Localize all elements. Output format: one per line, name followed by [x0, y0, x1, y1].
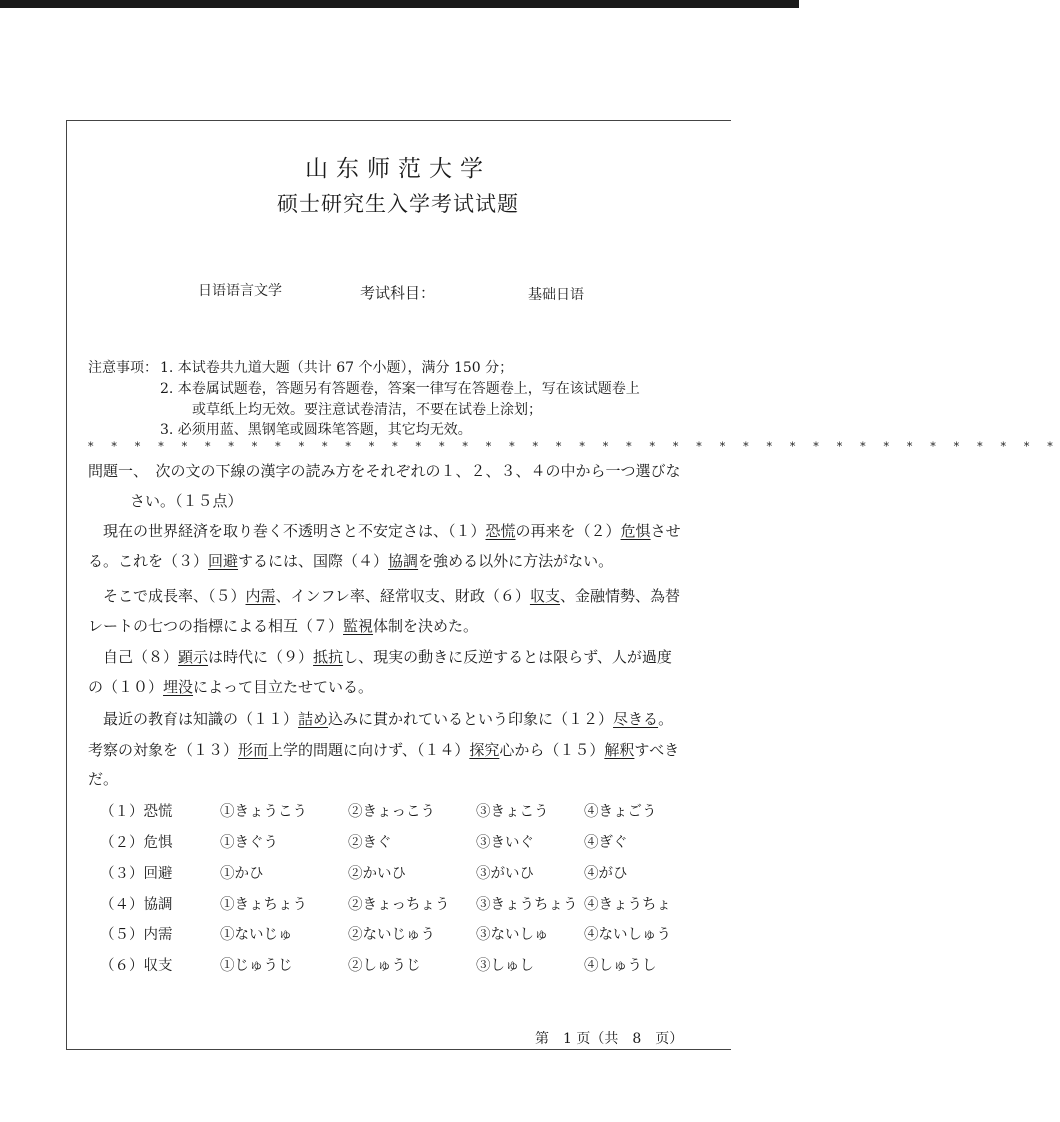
choice-question: （２）危惧: [100, 835, 173, 851]
choice-row-4: [100, 893, 720, 917]
choice-option: ①じゅうじ: [220, 958, 293, 974]
choice-question: （３）回避: [100, 866, 173, 882]
choice-option: ③きょうちょう: [476, 897, 578, 913]
passage-line-3: そこで成長率、（５）内需、インフレ率、経常収支、財政（６）収支、金融情勢、為替: [88, 587, 680, 605]
passage-line-8: 考察の対象を（１３）形而上学的問題に向けず、（１４）探究心から（１５）解釈すべき: [88, 741, 680, 759]
question1-heading: 問題一、 次の文の下線の漢字の読み方をそれぞれの１、２、３、４の中から一つ選びな: [88, 462, 681, 480]
note-item-2: 2. 本卷属试题卷，答题另有答题卷，答案一律写在答题卷上，写在该试题卷上: [160, 381, 640, 397]
choice-row-1: [100, 800, 720, 824]
choice-option: ①きょうこう: [220, 804, 307, 820]
passage-line-9: だ。: [88, 770, 119, 788]
underlined-word: 協調: [388, 552, 419, 570]
choice-option: ①きょちょう: [220, 897, 307, 913]
choice-option: ②しゅうじ: [348, 958, 421, 974]
note-item-1: 1. 本试卷共九道大题（共计 67 个小题），满分 150 分；: [160, 360, 514, 376]
exam-title: 硕士研究生入学考试试题: [277, 192, 519, 216]
underlined-word: 抵抗: [313, 648, 344, 666]
separator-stars: * * * * * * * * * * * * * * * * * * * * * * * * * * * * * * * * * * * * * * * * * *: [88, 440, 1060, 453]
underlined-word: 危惧: [620, 522, 651, 540]
underlined-word: 恐慌: [485, 522, 516, 540]
major-name: 日语语言文学: [198, 283, 282, 299]
note-item-2-cont: 或草纸上均无效。要注意试卷清洁，不要在试卷上涂划；: [192, 402, 542, 418]
choice-option: ③しゅし: [476, 958, 534, 974]
choice-option: ①きぐう: [220, 835, 278, 851]
underlined-word: 解釈: [604, 741, 635, 759]
scan-top-border: [0, 0, 799, 8]
note-item-3: 3. 必须用蓝、黑钢笔或圆珠笔答题，其它均无效。: [160, 422, 472, 438]
university-title: 山东师范大学: [305, 156, 491, 182]
choice-option: ④がひ: [584, 866, 628, 882]
underlined-word: 回避: [208, 552, 239, 570]
underlined-word: 埋没: [163, 678, 194, 696]
choice-option: ①かひ: [220, 866, 264, 882]
choice-question: （６）収支: [100, 958, 173, 974]
underlined-word: 尽きる: [613, 710, 659, 728]
choice-option: ③ないしゅ: [476, 927, 549, 943]
passage-line-4: レートの七つの指標による相互（７）監視体制を決めた。: [88, 617, 479, 635]
choice-row-5: [100, 923, 720, 947]
choice-option: ④きょごう: [584, 804, 657, 820]
underlined-word: 監視: [343, 617, 374, 635]
underlined-word: 内需: [245, 587, 276, 605]
choice-row-2: [100, 831, 720, 855]
subject-label: 考试科目：: [360, 284, 436, 302]
passage-line-5: 自己（８）顕示は時代に（９）抵抗し、現実の動きに反逆するとは限らず、人が過度: [88, 648, 672, 666]
choice-option: ④きょうちょ: [584, 897, 671, 913]
choice-option: ④ぎぐ: [584, 835, 628, 851]
choice-row-6: [100, 954, 720, 978]
passage-line-2: る。これを（３）回避するには、国際（４）協調を強める以外に方法がない。: [88, 552, 614, 570]
underlined-word: 顕示: [178, 648, 209, 666]
choice-option: ②ないじゅう: [348, 927, 435, 943]
choice-option: ③きいぐ: [476, 835, 534, 851]
passage-line-1: 現在の世界経済を取り巻く不透明さと不安定さは、（１）恐慌の再来を（２）危惧させ: [88, 522, 681, 540]
underlined-word: 探究: [469, 741, 500, 759]
choice-question: （５）内需: [100, 927, 173, 943]
choice-question: （１）恐慌: [100, 804, 173, 820]
notes-label: 注意事项：: [88, 360, 158, 376]
choice-option: ③がいひ: [476, 866, 534, 882]
passage-line-6: の（１０）埋没によって目立たせている。: [88, 678, 374, 696]
choice-row-3: [100, 862, 720, 886]
passage-line-7: 最近の教育は知識の（１１）詰め込みに貫かれているという印象に（１２）尽きる。: [88, 710, 674, 728]
choice-option: ②きょっこう: [348, 804, 435, 820]
underlined-word: 詰め: [298, 710, 329, 728]
page-number: 第 1 页（共 8 页）: [535, 1031, 684, 1047]
underlined-word: 形而: [238, 741, 269, 759]
choice-option: ③きょこう: [476, 804, 549, 820]
choice-option: ④しゅうし: [584, 958, 657, 974]
choice-option: ②かいひ: [348, 866, 406, 882]
choice-option: ②きぐ: [348, 835, 392, 851]
underlined-word: 収支: [529, 587, 560, 605]
subject-name: 基础日语: [528, 287, 584, 303]
choice-question: （４）協調: [100, 897, 173, 913]
choice-option: ④ないしゅう: [584, 927, 671, 943]
choice-option: ①ないじゅ: [220, 927, 293, 943]
question1-heading-cont: さい。（１５点）: [130, 492, 243, 510]
choice-option: ②きょっちょう: [348, 897, 450, 913]
